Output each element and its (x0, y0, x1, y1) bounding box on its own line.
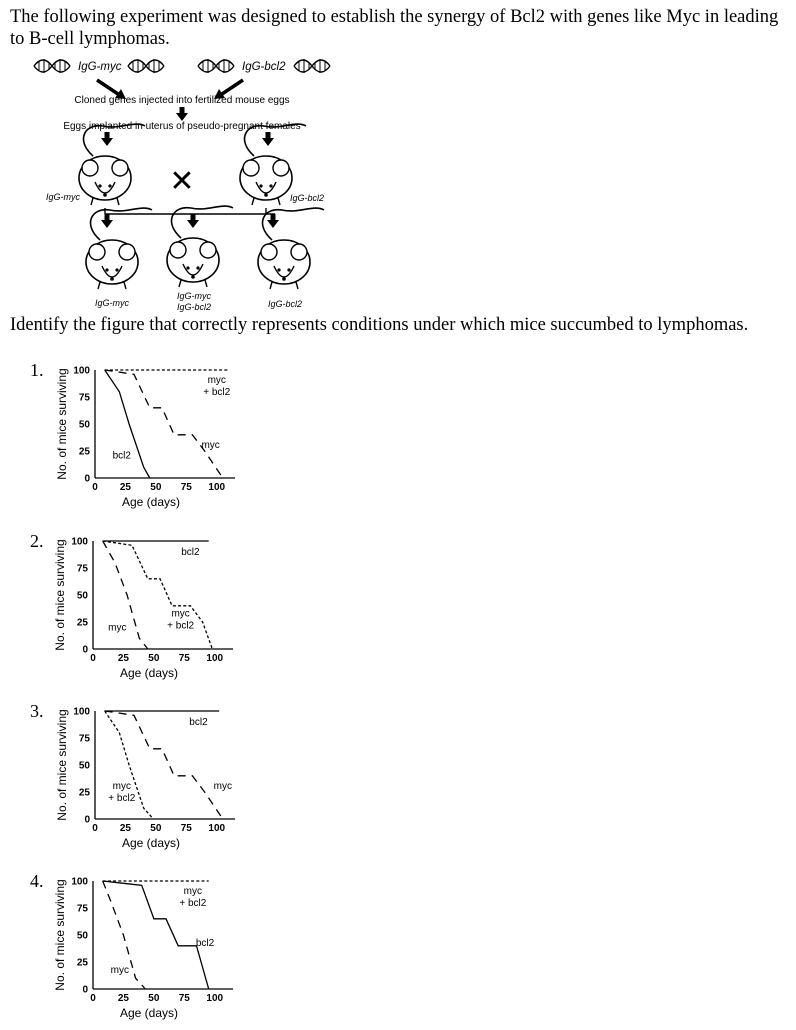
series-label: + bcl2 (179, 897, 207, 909)
y-tick-label: 0 (84, 473, 90, 485)
experiment-diagram (0, 0, 796, 312)
series-label: bcl2 (181, 547, 200, 559)
x-axis-label: Age (days) (121, 495, 181, 509)
cross-symbol: ✕ (169, 165, 195, 198)
series-label: myc (171, 608, 190, 620)
y-axis-label: No. of mice surviving (55, 709, 69, 821)
option-3-label[interactable]: 3. (30, 701, 44, 721)
y-tick-label: 75 (76, 563, 88, 575)
offspring-label-double-bcl2: IgG-bcl2 (176, 302, 212, 312)
series-label: myc (112, 780, 131, 792)
series-label: bcl2 (112, 450, 131, 462)
x-axis-label: Age (days) (119, 666, 179, 680)
parent-mouse-myc (79, 124, 145, 205)
y-tick-label: 100 (71, 876, 88, 888)
x-tick-label: 75 (178, 653, 190, 664)
x-axis-label: Age (days) (119, 1006, 179, 1020)
x-tick-label: 50 (150, 823, 162, 834)
step-implant: Eggs implanted in uterus of pseudo-pregnant females (63, 121, 301, 132)
y-axis-label: No. of mice surviving (53, 879, 67, 991)
series-label: myc (201, 439, 220, 451)
y-tick-label: 25 (76, 957, 88, 969)
chart-option-2 (48, 531, 248, 686)
step-injection: Cloned genes injected into fertilized mouse eggs (74, 95, 290, 106)
series-label: + bcl2 (203, 386, 231, 398)
y-tick-label: 75 (76, 903, 88, 915)
series-label: myc (108, 622, 127, 634)
y-tick-label: 50 (76, 930, 88, 942)
gene-label-myc: IgG-myc (78, 61, 122, 73)
y-tick-label: 0 (82, 644, 88, 656)
chart-option-1 (50, 360, 250, 515)
x-tick-label: 25 (117, 993, 129, 1004)
series-line (105, 370, 150, 478)
series-label: + bcl2 (108, 792, 136, 804)
parent-label-bcl2: IgG-bcl2 (290, 193, 325, 203)
x-tick-label: 50 (150, 482, 162, 493)
y-tick-label: 50 (78, 419, 90, 431)
x-tick-label: 50 (148, 653, 160, 664)
series-label: bcl2 (189, 717, 208, 729)
series-label: myc (183, 885, 202, 897)
parent-label-myc: IgG-myc (46, 192, 81, 202)
series-label: bcl2 (195, 937, 215, 949)
series-label: myc (207, 374, 226, 386)
x-tick-label: 25 (117, 653, 129, 664)
option-1-label[interactable]: 1. (30, 360, 44, 380)
x-tick-label: 0 (90, 993, 96, 1004)
y-tick-label: 75 (78, 392, 90, 404)
x-tick-label: 0 (92, 823, 98, 834)
offspring-label-bcl2: IgG-bcl2 (267, 299, 303, 309)
series-label: myc (110, 964, 129, 976)
y-axis-label: No. of mice surviving (55, 368, 69, 480)
x-tick-label: 75 (180, 823, 192, 834)
x-axis-label: Age (days) (121, 836, 181, 850)
x-tick-label: 100 (208, 823, 226, 834)
x-tick-label: 100 (206, 993, 224, 1004)
y-tick-label: 25 (76, 617, 88, 629)
y-tick-label: 25 (78, 787, 90, 799)
offspring-mouse-myc (86, 208, 152, 289)
x-tick-label: 75 (178, 993, 190, 1004)
x-tick-label: 25 (119, 482, 131, 493)
x-tick-label: 50 (148, 993, 160, 1004)
x-tick-label: 100 (206, 653, 224, 664)
offspring-mouse-double (167, 206, 233, 287)
y-axis-label: No. of mice surviving (53, 539, 67, 651)
series-label: myc (213, 780, 232, 792)
y-tick-label: 25 (78, 446, 90, 458)
chart-option-4 (48, 871, 248, 1026)
y-tick-label: 100 (73, 365, 90, 377)
x-tick-label: 75 (180, 482, 192, 493)
y-tick-label: 100 (73, 706, 90, 718)
question-intro: The following experiment was designed to establish the synergy of Bcl2 with genes like Myc in leading to B-cell lymphomas. (10, 7, 779, 49)
y-tick-label: 100 (71, 536, 88, 548)
offspring-label-myc: IgG-myc (94, 298, 130, 308)
option-2-label[interactable]: 2. (30, 531, 44, 551)
x-tick-label: 100 (208, 482, 226, 493)
series-label: + bcl2 (167, 620, 195, 632)
y-tick-label: 0 (84, 814, 90, 826)
x-tick-label: 0 (92, 482, 98, 493)
question-prompt: Identify the figure that correctly represents conditions under which mice succumbed to lymphomas. (10, 315, 749, 335)
y-tick-label: 0 (82, 984, 88, 996)
gene-label-bcl2: IgG-bcl2 (242, 61, 286, 73)
option-4-label[interactable]: 4. (30, 871, 44, 891)
y-tick-label: 75 (78, 733, 90, 745)
offspring-label-double-myc: IgG-myc (176, 291, 212, 301)
chart-option-3 (50, 701, 250, 856)
y-tick-label: 50 (76, 590, 88, 602)
x-tick-label: 25 (119, 823, 131, 834)
x-tick-label: 0 (90, 653, 96, 664)
y-tick-label: 50 (78, 760, 90, 772)
